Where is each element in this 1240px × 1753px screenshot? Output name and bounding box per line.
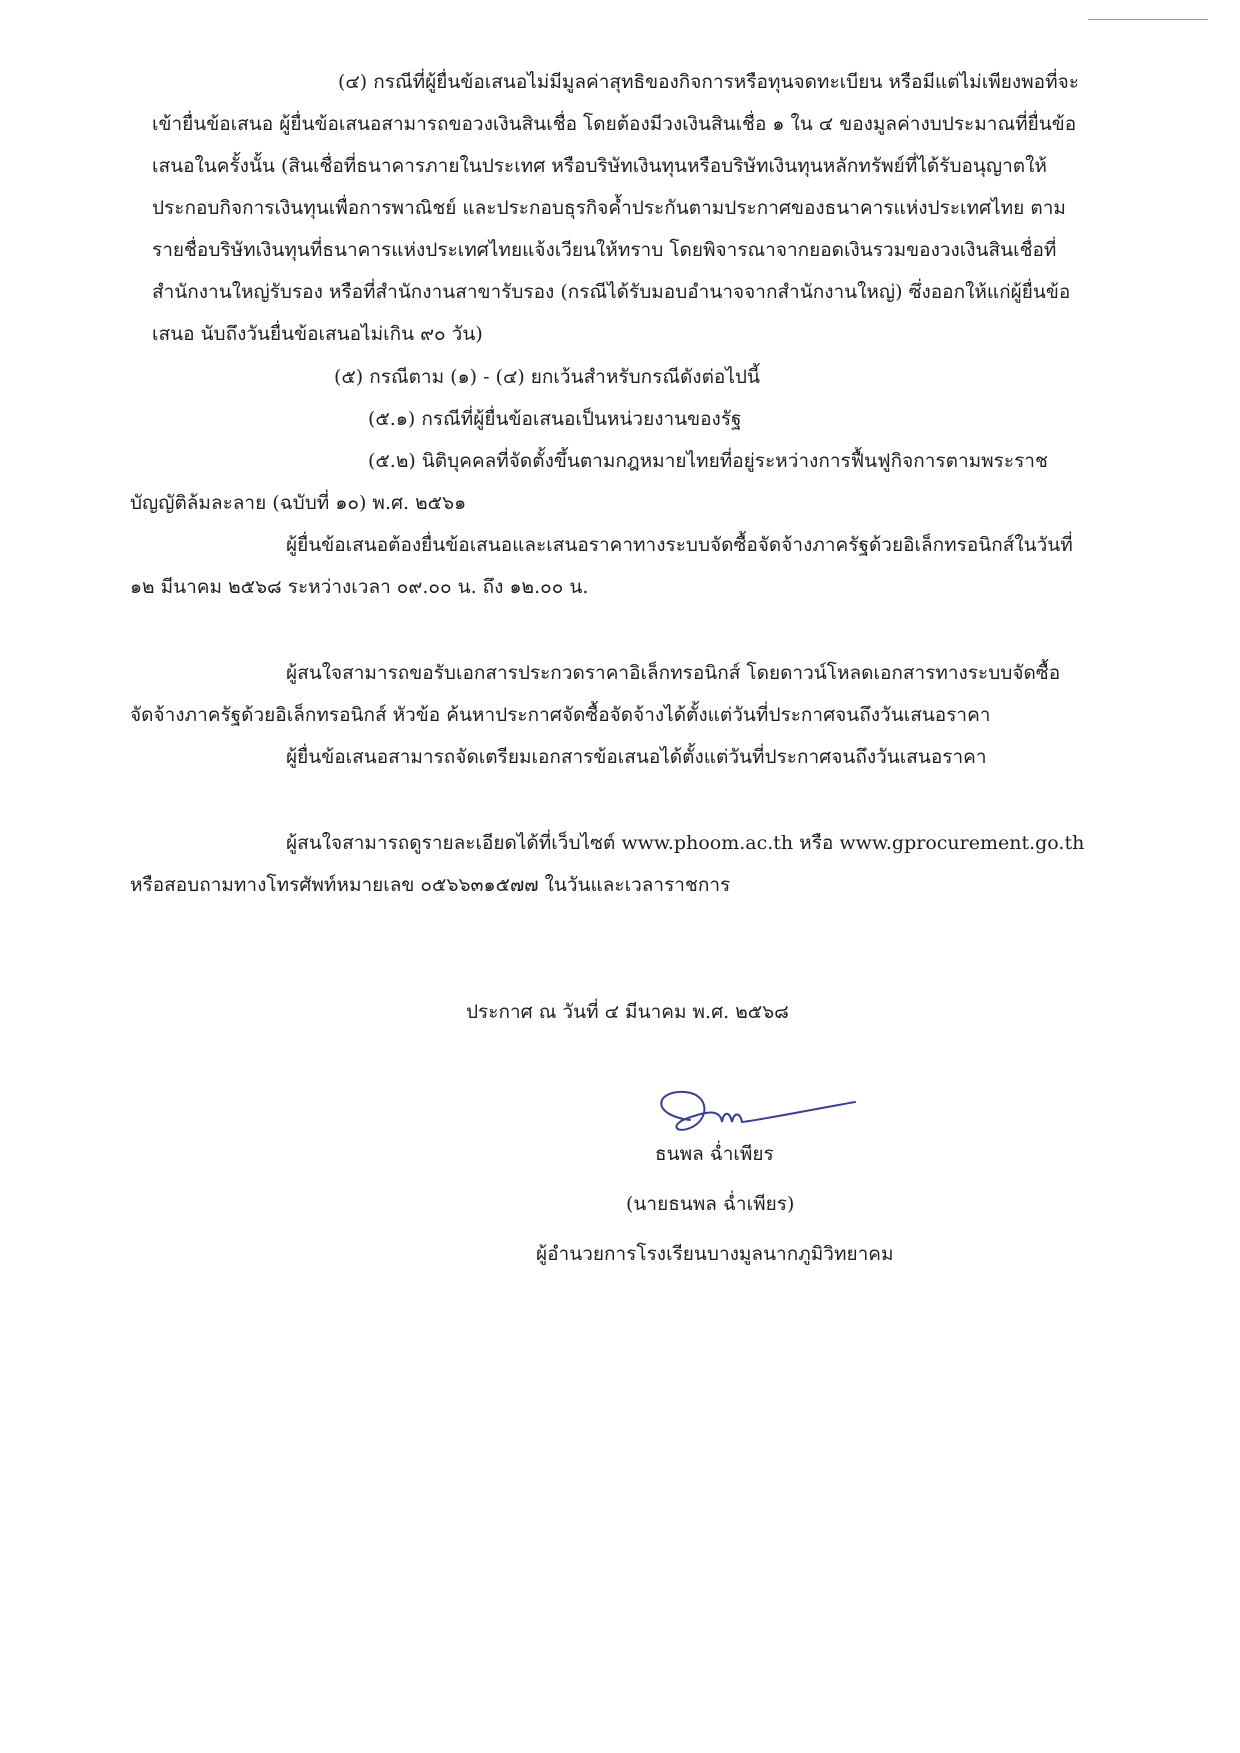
prepare-line: ผู้ยื่นข้อเสนอสามารถจัดเตรียมเอกสารข้อเสนอได้ตั้งแต่วันที่ประกาศจนถึงวันเสนอราคา bbox=[286, 746, 987, 768]
para4-line-1: (๔) กรณีที่ผู้ยื่นข้อเสนอไม่มีมูลค่าสุทธิของกิจการหรือทุนจดทะเบียน หรือมีแต่ไม่เพียงพอที่จะ bbox=[338, 71, 1079, 93]
contact-line-1: ผู้สนใจสามารถดูรายละเอียดได้ที่เว็บไซต์ www.phoom.ac.th หรือ www.gprocurement.go.th bbox=[286, 832, 1085, 854]
para4-line-6: สำนักงานใหญ่รับรอง หรือที่สำนักงานสาขารับรอง (กรณีได้รับมอบอำนาจจากสำนักงานใหญ่) ซึ่งออกให้แก่ผู้ยื่นข้อ bbox=[152, 281, 1071, 303]
signer-title: ผู้อำนวยการโรงเรียนบางมูลนากภูมิวิทยาคม bbox=[536, 1243, 894, 1265]
para4-line-2: เข้ายื่นข้อเสนอ ผู้ยื่นข้อเสนอสามารถขอวงเงินสินเชื่อ โดยต้องมีวงเงินสินเชื่อ ๑ ใน ๔ ของมูลค่างบประมาณที่ยื่นข้อ bbox=[152, 113, 1077, 135]
download-line-1: ผู้สนใจสามารถขอรับเอกสารประกวดราคาอิเล็กทรอนิกส์ โดยดาวน์โหลดเอกสารทางระบบจัดซื้อ bbox=[286, 662, 1061, 684]
para5-1-line: (๕.๑) กรณีที่ผู้ยื่นข้อเสนอเป็นหน่วยงานของรัฐ bbox=[368, 408, 742, 430]
para4-line-7: เสนอ นับถึงวันยื่นข้อเสนอไม่เกิน ๙๐ วัน) bbox=[152, 323, 483, 345]
para5-line: (๕) กรณีตาม (๑) - (๔) ยกเว้นสำหรับกรณีดังต่อไปนี้ bbox=[334, 366, 760, 388]
para4-line-3: เสนอในครั้งนั้น (สินเชื่อที่ธนาคารภายในประเทศ หรือบริษัทเงินทุนหรือบริษัทเงินทุนหลักทรัพย์ที่ได้รับอนุญาตให้ bbox=[152, 155, 1047, 177]
para4-line-4: ประกอบกิจการเงินทุนเพื่อการพาณิชย์ และประกอบธุรกิจค้ำประกันตามประกาศของธนาคารแห่งประเทศไทย ตาม bbox=[152, 197, 1066, 219]
download-line-2: จัดจ้างภาครัฐด้วยอิเล็กทรอนิกส์ หัวข้อ ค้นหาประกาศจัดซื้อจัดจ้างได้ตั้งแต่วันที่ประกาศจนถึงวันเสนอราคา bbox=[130, 704, 991, 726]
contact-line-2: หรือสอบถามทางโทรศัพท์หมายเลข ๐๕๖๖๓๑๕๗๗ ในวันและเวลาราชการ bbox=[130, 874, 731, 896]
signer-signed-name: ธนพล ฉ่ำเพียร bbox=[655, 1143, 774, 1165]
para5-2-line-1: (๕.๒) นิติบุคคลที่จัดตั้งขึ้นตามกฎหมายไทยที่อยู่ระหว่างการฟื้นฟูกิจการตามพระราช bbox=[368, 450, 1048, 472]
para4-line-5: รายชื่อบริษัทเงินทุนที่ธนาคารแห่งประเทศไทยแจ้งเวียนให้ทราบ โดยพิจารณาจากยอดเงินรวมของวงเงินสินเชื่อที่ bbox=[152, 239, 1057, 261]
top-edge-rule bbox=[1088, 19, 1208, 20]
announce-date: ประกาศ ณ วันที่ ๔ มีนาคม พ.ศ. ๒๕๖๘ bbox=[466, 1001, 789, 1023]
signature-mark bbox=[650, 1080, 870, 1150]
submission-line-1: ผู้ยื่นข้อเสนอต้องยื่นข้อเสนอและเสนอราคาทางระบบจัดซื้อจัดจ้างภาครัฐด้วยอิเล็กทรอนิกส์ในวันที่ bbox=[286, 534, 1073, 556]
signer-full-name: (นายธนพล ฉ่ำเพียร) bbox=[626, 1193, 795, 1215]
para5-2-line-2: บัญญัติล้มละลาย (ฉบับที่ ๑๐) พ.ศ. ๒๕๖๑ bbox=[130, 492, 467, 514]
submission-line-2: ๑๒ มีนาคม ๒๕๖๘ ระหว่างเวลา ๐๙.๐๐ น. ถึง ๑๒.๐๐ น. bbox=[130, 576, 589, 598]
